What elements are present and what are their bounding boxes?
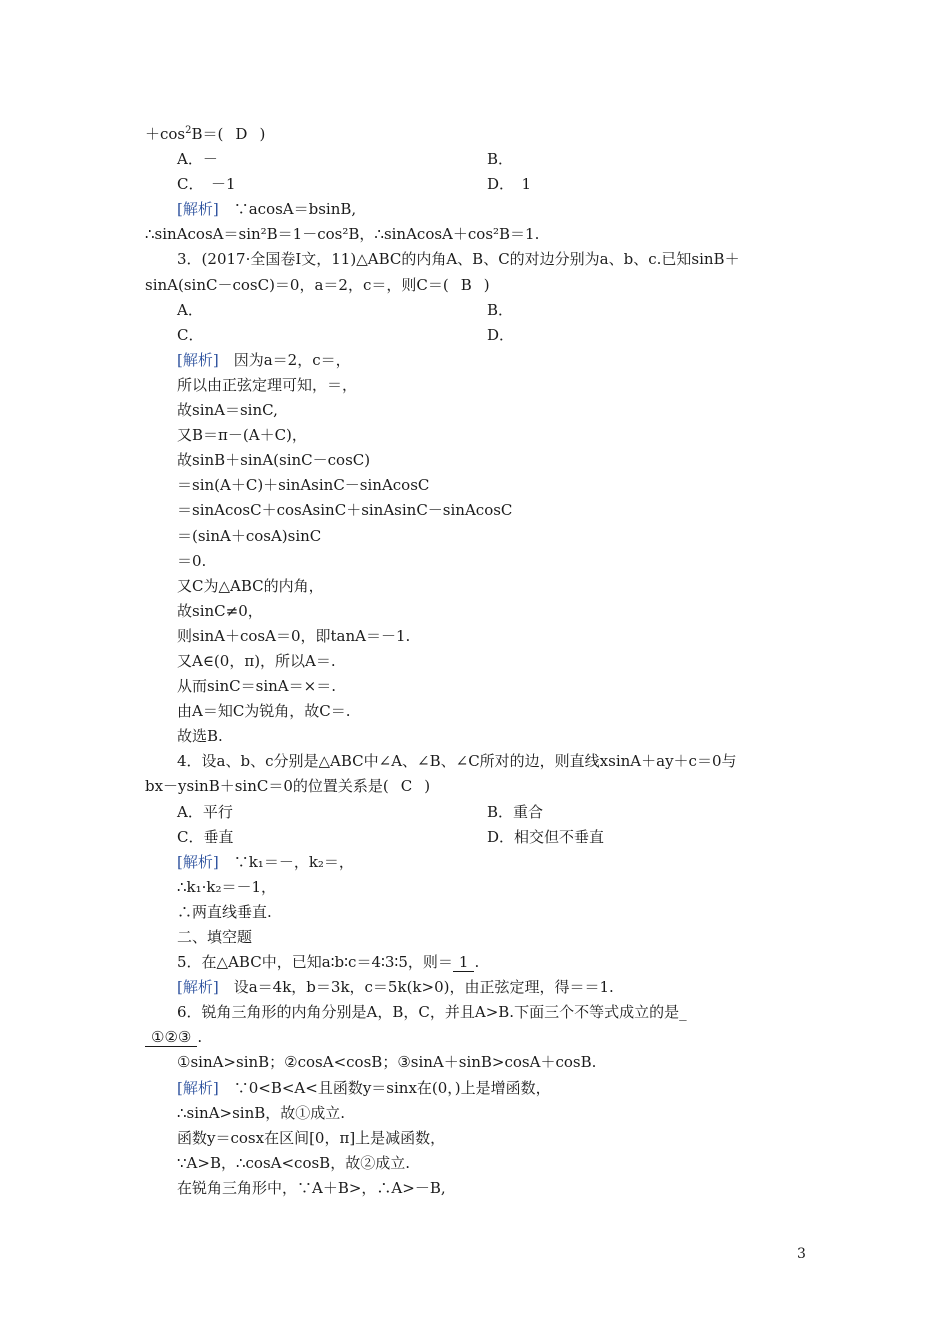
q3-analysis-line: 又B＝π－(A＋C)， (177, 426, 307, 445)
q4-options-row-2 (145, 825, 810, 850)
q3-analysis-line: ＝sinAcosC＋cosAsinC＋sinAsinC－sinAcosC (177, 501, 513, 520)
q2-option-b: B． (487, 150, 514, 169)
q4-stem-1: 4．设a、b、c分别是△ABC中∠A、∠B、∠C所对的边，则直线xsinA＋ay＋c＝0与 (177, 752, 737, 771)
section-title: 二、填空题 (177, 928, 253, 946)
q2-stem-prefix: ＋cos (145, 125, 186, 143)
q6-analysis-line: 函数y＝cosx在区间[0，π]上是减函数， (177, 1128, 446, 1147)
q5-stem-suffix: . (474, 953, 480, 972)
q3-analysis-line: 又C为△ABC的内角， (177, 576, 324, 595)
q2-analysis-line: ∴sinAcosA＝sin²B＝1－cos²B，∴sinAcosA＋cos²B＝1. (145, 225, 540, 244)
q3-option-b: B． (487, 300, 514, 319)
q3-analysis-line: ＝0. (177, 551, 207, 570)
q6-analysis-text: ∵0<B<A<且函数y＝sinx在(0，)上是增函数， (218, 1078, 551, 1097)
q3-stem-2 (145, 273, 810, 298)
q4-analysis (145, 850, 810, 875)
q4-stem-suffix: ) (424, 777, 431, 796)
page-number: 3 (797, 1246, 806, 1262)
q2-options-row-2 (145, 172, 810, 197)
q4-analysis-line: ∴两直线垂直. (177, 902, 272, 921)
q2-answer: D (235, 125, 248, 143)
q6-analysis-line: ∴sinA>sinB，故①成立. (177, 1103, 346, 1122)
analysis-tag: [解析] (177, 978, 219, 997)
q6-stem-1: 6．锐角三角形的内角分别是A，B，C，并且A>B.下面三个不等式成立的是_ (177, 1003, 687, 1022)
q3-answer: B (460, 275, 472, 294)
q6-answer-blank: ①②③ (145, 1028, 197, 1047)
analysis-tag: [解析] (177, 852, 219, 871)
q3-analysis-line: 故sinA＝sinC, (177, 401, 278, 420)
page-content (145, 122, 810, 1201)
q6-analysis-line: 在锐角三角形中，∵A＋B>，∴A>－B, (177, 1178, 446, 1197)
q4-option-c: C．垂直 (177, 827, 234, 846)
q5-answer-blank: 1 (453, 953, 475, 972)
q6-analysis (145, 1076, 810, 1101)
q2-option-a: A．－ (177, 150, 218, 169)
q3-analysis-line: 故sinB＋sinA(sinC－cosC) (177, 451, 371, 470)
q2-stem-suffix: ) (259, 125, 266, 143)
q6-stem-suffix: . (197, 1028, 203, 1047)
q4-analysis-text: ∵k₁＝－，k₂＝， (218, 852, 354, 871)
q3-analysis-line: 由A＝知C为锐角，故C＝. (177, 702, 351, 721)
q3-analysis-line: 从而sinC＝sinA＝×＝. (177, 677, 336, 696)
q4-option-b: B．重合 (487, 802, 544, 821)
q2-option-d: D． 1 (487, 175, 532, 194)
q3-analysis-line: ＝(sinA＋cosA)sinC (177, 526, 322, 545)
q3-option-c: C． (177, 325, 204, 344)
q2-options-row-1 (145, 147, 810, 172)
q2-stem-mid: B＝( (191, 125, 224, 143)
q5-analysis (145, 975, 810, 1000)
q4-stem-2 (145, 774, 810, 799)
q2-stem (145, 122, 810, 147)
q4-stem-text: bx－ysinB＋sinC＝0的位置关系是( (145, 777, 389, 796)
q2-analysis-text: ∵acosA＝bsinB, (218, 200, 357, 219)
q5-stem (145, 950, 810, 975)
q5-analysis-text: 设a＝4k，b＝3k，c＝5k(k>0)，由正弦定理，得＝＝1. (218, 978, 614, 997)
analysis-tag: [解析] (177, 1078, 219, 1097)
q3-analysis-line: 故选B. (177, 727, 223, 746)
q6-stem-2 (145, 1025, 810, 1050)
q3-analysis-text: 因为a＝2，c＝， (218, 350, 351, 369)
analysis-tag: [解析] (177, 350, 219, 369)
q4-analysis-line: ∴k₁·k₂＝－1， (177, 877, 277, 896)
q3-analysis-line: 又A∈(0，π)，所以A＝. (177, 651, 336, 670)
q3-analysis-line: 故sinC≠0， (177, 601, 263, 620)
q3-stem-text: sinA(sinC－cosC)＝0，a＝2，c＝，则C＝( (145, 275, 449, 294)
q2-analysis (145, 197, 810, 222)
q3-analysis-line: 则sinA＋cosA＝0，即tanA＝－1. (177, 626, 411, 645)
q4-option-a: A．平行 (177, 802, 233, 821)
q4-options-row-1 (145, 800, 810, 825)
q5-stem-text: 5．在△ABC中，已知a∶b∶c＝4∶3∶5，则＝ (177, 953, 453, 972)
q3-analysis-line: 所以由正弦定理可知，＝， (177, 375, 358, 394)
q3-option-d: D． (487, 325, 515, 344)
q3-option-a: A． (177, 300, 203, 319)
q3-stem-suffix: ) (483, 275, 490, 294)
q2-option-c: C． －1 (177, 175, 236, 194)
analysis-tag: [解析] (177, 200, 219, 219)
q6-analysis-line: ∵A>B，∴cosA<cosB，故②成立. (177, 1153, 410, 1172)
q3-analysis-line: ＝sin(A＋C)＋sinAsinC－sinAcosC (177, 476, 430, 495)
q3-options-row-2 (145, 323, 810, 348)
q3-options-row-1 (145, 298, 810, 323)
q4-answer: C (400, 777, 413, 796)
superscript-2: 2 (185, 125, 192, 136)
q3-analysis (145, 348, 810, 373)
q3-stem-1: 3．(2017·全国卷Ⅰ文，11)△ABC的内角A、B、C的对边分别为a、b、c.已知sinB＋ (177, 250, 740, 269)
q4-option-d: D．相交但不垂直 (487, 827, 605, 846)
q6-inequalities: ①sinA>sinB；②cosA<cosB；③sinA＋sinB>cosA＋cosB. (177, 1053, 597, 1072)
